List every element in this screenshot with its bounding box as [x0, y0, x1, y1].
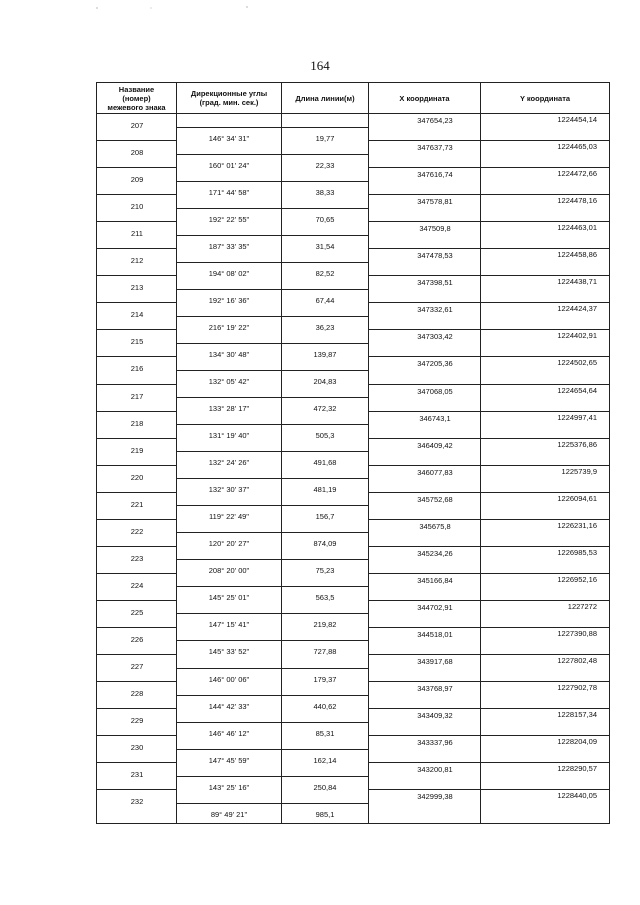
point-row-rule — [97, 627, 177, 628]
y-coordinate: 1224454,14 — [557, 115, 597, 124]
line-length: 156,7 — [315, 512, 335, 521]
direction-angle: 146° 34' 31" — [208, 134, 250, 143]
line-length: 70,65 — [315, 215, 335, 224]
coordinate-row-rule — [369, 654, 609, 655]
segment-row-rule — [177, 154, 368, 155]
segment-row-rule — [177, 668, 368, 669]
y-coordinate: 1226231,16 — [557, 521, 597, 530]
point-name: 228 — [130, 689, 144, 698]
point-name: 230 — [130, 743, 144, 752]
line-length: 219,82 — [313, 620, 337, 629]
direction-angle: 89° 49' 21" — [210, 810, 248, 819]
y-coordinate: 1224424,37 — [557, 304, 597, 313]
segment-row-rule — [177, 424, 368, 425]
direction-angle: 145° 25' 01" — [208, 593, 250, 602]
segment-row-rule — [177, 235, 368, 236]
coordinate-row-rule — [369, 789, 609, 790]
x-coordinate: 347654,23 — [417, 116, 453, 125]
x-coordinate: 343768,97 — [417, 684, 453, 693]
point-name: 224 — [130, 581, 144, 590]
point-name: 218 — [130, 419, 144, 428]
point-row-rule — [97, 329, 177, 330]
y-coordinate: 1224402,91 — [557, 331, 597, 340]
x-coordinate: 346077,83 — [417, 468, 453, 477]
direction-angle: 146° 00' 06" — [208, 675, 250, 684]
x-coordinate: 347068,05 — [417, 387, 453, 396]
segment-row-rule — [177, 776, 368, 777]
point-row-rule — [97, 546, 177, 547]
direction-angle: 119° 22' 49" — [209, 512, 249, 521]
x-coordinate: 346743,1 — [419, 414, 451, 423]
coordinate-row-rule — [369, 275, 609, 276]
point-row-rule — [97, 465, 177, 466]
point-name: 215 — [130, 337, 144, 346]
x-coordinate: 345675,8 — [419, 522, 451, 531]
x-coordinate: 343200,81 — [417, 765, 453, 774]
segment-row-rule — [177, 722, 368, 723]
point-row-rule — [97, 194, 177, 195]
point-name: 226 — [130, 635, 144, 644]
y-coordinate: 1224654,64 — [557, 386, 597, 395]
coordinate-row-rule — [369, 411, 609, 412]
y-coordinate: 1224502,65 — [557, 358, 597, 367]
y-coordinate: 1225376,86 — [557, 440, 597, 449]
line-length: 985,1 — [315, 810, 335, 819]
point-name: 217 — [130, 392, 144, 401]
direction-angle: 132° 30' 37" — [208, 485, 250, 494]
x-coordinate: 344518,01 — [417, 630, 453, 639]
line-length: 38,33 — [315, 188, 335, 197]
y-coordinate: 1224465,03 — [557, 142, 597, 151]
coordinate-row-rule — [369, 708, 609, 709]
point-row-rule — [97, 356, 177, 357]
line-length: 162,14 — [313, 756, 337, 765]
line-length: 727,88 — [313, 647, 337, 656]
segment-row-rule — [177, 532, 368, 533]
segment-row-rule — [177, 478, 368, 479]
line-length: 179,37 — [313, 675, 337, 684]
coordinate-row-rule — [369, 627, 609, 628]
direction-angle: 134° 30' 48" — [208, 350, 250, 359]
direction-angle: 160° 01' 24" — [208, 161, 250, 170]
line-length: 31,54 — [315, 242, 335, 251]
line-length: 67,44 — [315, 296, 335, 305]
point-row-rule — [97, 492, 177, 493]
line-length: 491,68 — [313, 458, 337, 467]
point-row-rule — [97, 654, 177, 655]
header-direction-angle: Дирекционные углы (град. мин. сек.) — [190, 89, 268, 107]
header-y-coordinate: Y координата — [519, 93, 571, 103]
segment-row-rule — [177, 208, 368, 209]
segment-row-rule — [177, 316, 368, 317]
point-name: 225 — [130, 608, 144, 617]
point-name: 223 — [130, 554, 144, 563]
y-coordinate: 1228440,05 — [557, 791, 597, 800]
point-name: 227 — [130, 662, 144, 671]
coordinate-row-rule — [369, 140, 609, 141]
segment-row-rule — [177, 262, 368, 263]
coordinate-row-rule — [369, 438, 609, 439]
segment-row-rule — [177, 695, 368, 696]
segment-row-rule — [177, 613, 368, 614]
x-coordinate: 347398,51 — [417, 278, 453, 287]
segment-row-rule — [177, 505, 368, 506]
point-row-rule — [97, 275, 177, 276]
x-coordinate: 345166,84 — [417, 576, 453, 585]
line-length: 563,5 — [315, 593, 335, 602]
page-number: 164 — [310, 58, 330, 73]
point-name: 221 — [130, 500, 144, 509]
y-coordinate: 1224472,66 — [557, 169, 597, 178]
y-coordinate: 1224438,71 — [557, 277, 597, 286]
x-coordinate: 347303,42 — [417, 332, 453, 341]
direction-angle: 133° 28' 17" — [208, 404, 250, 413]
direction-angle: 208° 20' 00" — [208, 566, 250, 575]
point-row-rule — [97, 735, 177, 736]
point-row-rule — [97, 167, 177, 168]
x-coordinate: 347205,36 — [417, 359, 453, 368]
direction-angle: 145° 33' 52" — [208, 647, 250, 656]
x-coordinate: 346409,42 — [417, 441, 453, 450]
coordinate-row-rule — [369, 600, 609, 601]
y-coordinate: 1224458,86 — [557, 250, 597, 259]
direction-angle: 146° 46' 12" — [208, 729, 250, 738]
point-name: 214 — [130, 310, 144, 319]
coordinate-row-rule — [369, 492, 609, 493]
segment-row-rule — [177, 451, 368, 452]
line-length: 19,77 — [315, 134, 335, 143]
line-length: 85,31 — [315, 729, 335, 738]
direction-angle: 131° 19' 40" — [208, 431, 250, 440]
point-name: 213 — [130, 283, 144, 292]
segment-row-rule — [177, 289, 368, 290]
coordinate-row-rule — [369, 221, 609, 222]
direction-angle: 171° 44' 58" — [208, 188, 250, 197]
x-coordinate: 347332,61 — [417, 305, 453, 314]
coordinate-row-rule — [369, 546, 609, 547]
x-coordinate: 345752,68 — [417, 495, 453, 504]
x-coordinate: 347509,8 — [419, 224, 451, 233]
header-line-length: Длина линии(м) — [295, 93, 355, 103]
header-rule — [97, 113, 609, 114]
point-name: 232 — [130, 797, 144, 806]
line-length: 82,52 — [315, 269, 335, 278]
coordinate-row-rule — [369, 356, 609, 357]
point-row-rule — [97, 438, 177, 439]
x-coordinate: 343409,32 — [417, 711, 453, 720]
point-name: 212 — [130, 256, 144, 265]
direction-angle: 144° 42' 33" — [208, 702, 250, 711]
direction-angle: 192° 22' 55" — [208, 215, 250, 224]
coordinate-row-rule — [369, 302, 609, 303]
segment-row-rule — [177, 586, 368, 587]
point-name: 216 — [130, 364, 144, 373]
line-length: 472,32 — [313, 404, 337, 413]
coordinate-row-rule — [369, 573, 609, 574]
direction-angle: 216° 19' 22" — [208, 323, 250, 332]
y-coordinate: 1224997,41 — [557, 413, 597, 422]
point-row-rule — [97, 708, 177, 709]
line-length: 250,84 — [313, 783, 337, 792]
line-length: 440,62 — [313, 702, 337, 711]
x-coordinate: 347578,81 — [417, 197, 453, 206]
point-row-rule — [97, 681, 177, 682]
segment-row-rule — [177, 640, 368, 641]
point-name: 211 — [131, 229, 143, 238]
x-coordinate: 343337,96 — [417, 738, 453, 747]
point-name: 222 — [130, 527, 144, 536]
point-name: 219 — [130, 446, 144, 455]
x-coordinate: 343917,68 — [417, 657, 453, 666]
point-row-rule — [97, 762, 177, 763]
point-row-rule — [97, 248, 177, 249]
point-name: 231 — [130, 770, 144, 779]
y-coordinate: 1228204,09 — [557, 737, 597, 746]
segment-row-rule — [177, 343, 368, 344]
scan-specks — [95, 6, 255, 10]
point-name: 208 — [130, 148, 144, 157]
segment-row-rule — [177, 127, 368, 128]
point-row-rule — [97, 140, 177, 141]
direction-angle: 147° 45' 59" — [208, 756, 250, 765]
segment-row-rule — [177, 749, 368, 750]
point-row-rule — [97, 573, 177, 574]
segment-row-rule — [177, 803, 368, 804]
line-length: 75,23 — [315, 566, 335, 575]
line-length: 139,87 — [313, 350, 337, 359]
point-row-rule — [97, 789, 177, 790]
y-coordinate: 1227272 — [567, 602, 597, 611]
segment-row-rule — [177, 559, 368, 560]
y-coordinate: 1224478,16 — [557, 196, 597, 205]
y-coordinate: 1227902,78 — [557, 683, 597, 692]
x-coordinate: 345234,26 — [417, 549, 453, 558]
coordinates-table — [96, 82, 610, 824]
coordinate-row-rule — [369, 329, 609, 330]
x-coordinate: 347637,73 — [417, 143, 453, 152]
y-coordinate: 1227390,88 — [557, 629, 597, 638]
y-coordinate: 1224463,01 — [557, 223, 597, 232]
coordinate-row-rule — [369, 194, 609, 195]
direction-angle: 143° 25' 16" — [208, 783, 250, 792]
x-coordinate: 347616,74 — [417, 170, 453, 179]
y-coordinate: 1226985,53 — [557, 548, 597, 557]
coordinate-row-rule — [369, 735, 609, 736]
point-name: 220 — [130, 473, 144, 482]
y-coordinate: 1226952,16 — [557, 575, 597, 584]
segment-row-rule — [177, 397, 368, 398]
coordinate-row-rule — [369, 681, 609, 682]
point-row-rule — [97, 384, 177, 385]
segment-row-rule — [177, 370, 368, 371]
x-coordinate: 344702,91 — [417, 603, 453, 612]
y-coordinate: 1227802,48 — [557, 656, 597, 665]
point-row-rule — [97, 519, 177, 520]
point-name: 207 — [130, 121, 144, 130]
line-length: 204,83 — [313, 377, 337, 386]
line-length: 36,23 — [315, 323, 335, 332]
point-name: 209 — [130, 175, 144, 184]
direction-angle: 147° 15' 41" — [208, 620, 250, 629]
y-coordinate: 1225739,9 — [561, 467, 597, 476]
line-length: 874,09 — [313, 539, 337, 548]
coordinate-row-rule — [369, 248, 609, 249]
direction-angle: 194° 08' 02" — [208, 269, 250, 278]
coordinate-row-rule — [369, 167, 609, 168]
coordinate-row-rule — [369, 465, 609, 466]
direction-angle: 132° 24' 26" — [208, 458, 250, 467]
point-row-rule — [97, 600, 177, 601]
line-length: 481,19 — [313, 485, 337, 494]
line-length: 505,3 — [315, 431, 335, 440]
direction-angle: 187° 33' 35" — [208, 242, 250, 251]
coordinate-row-rule — [369, 384, 609, 385]
y-coordinate: 1226094,61 — [557, 494, 597, 503]
point-name: 229 — [130, 716, 144, 725]
direction-angle: 192° 16' 36" — [208, 296, 250, 305]
y-coordinate: 1228290,57 — [557, 764, 597, 773]
y-coordinate: 1228157,34 — [557, 710, 597, 719]
x-coordinate: 347478,53 — [417, 251, 453, 260]
direction-angle: 120° 20' 27" — [208, 539, 250, 548]
line-length: 22,33 — [315, 161, 335, 170]
point-row-rule — [97, 221, 177, 222]
point-row-rule — [97, 411, 177, 412]
x-coordinate: 342999,38 — [417, 792, 453, 801]
header-x-coordinate: X координата — [399, 93, 450, 103]
point-row-rule — [97, 302, 177, 303]
header-point-name: Название (номер) межевого знака — [107, 84, 166, 112]
coordinate-row-rule — [369, 762, 609, 763]
segment-row-rule — [177, 181, 368, 182]
direction-angle: 132° 05' 42" — [208, 377, 250, 386]
point-name: 210 — [130, 202, 144, 211]
coordinate-row-rule — [369, 519, 609, 520]
